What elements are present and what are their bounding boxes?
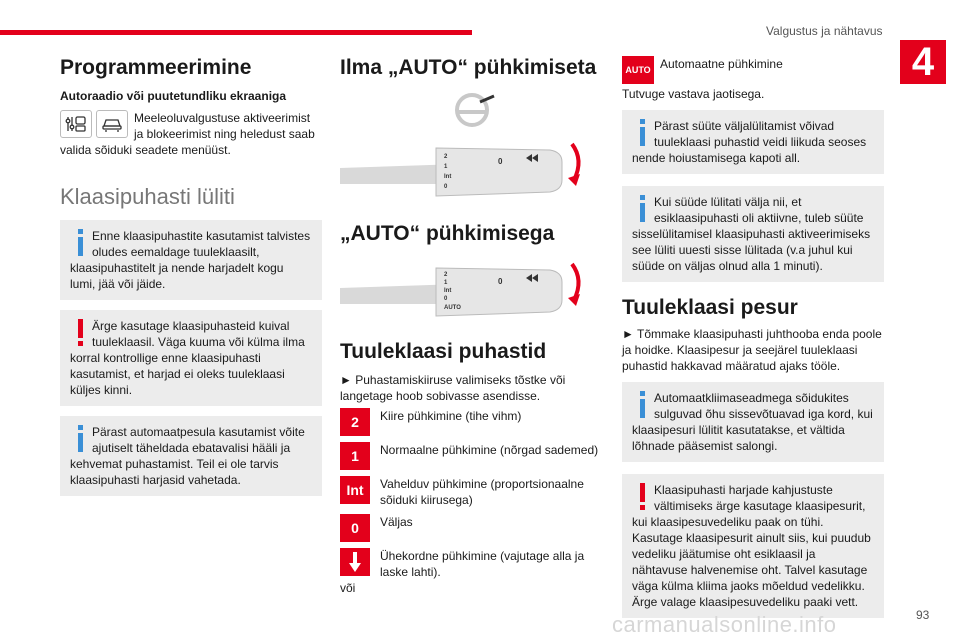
stalk-auto-pos-0: 0	[444, 296, 448, 302]
section-title: Valgustus ja nähtavus	[766, 24, 883, 38]
mode-row-normal	[340, 442, 602, 470]
info-winter-text: Enne klaasipuhastite kasutamist talvistes oludes eemaldage tuuleklaasilt, klaasipuhastitelt ja nende harjadelt kogu lumi, jää või jäide.	[70, 229, 311, 291]
info-icon	[632, 194, 654, 224]
info-air-text: Automaatkliimaseadmega sõidukites sulguvad õhu sissevõtuavad iga kord, kui klaasipesuri lülitit kasutatakse, et vältida lõhnade pääsemist salongi.	[632, 391, 873, 453]
mode-row-off	[340, 514, 602, 542]
warning-box-freeze	[622, 474, 884, 618]
wiper-stalk-auto-diagram	[340, 254, 602, 332]
heading-washer: Tuuleklaasi pesur	[622, 296, 798, 319]
wiper-stalk-diagram	[340, 134, 602, 212]
mode-row-fast	[340, 408, 602, 436]
svg-text:0: 0	[498, 277, 503, 286]
info-icon	[632, 118, 654, 148]
heading-wipers: Tuuleklaasi puhastid	[340, 340, 547, 363]
info-box-carwash	[60, 416, 322, 496]
mode-single-text: Ühekordne pühkimine (vajutage alla ja laske lahti).	[380, 549, 585, 579]
stalk-auto-pos-int: Int	[444, 288, 452, 294]
info-box-air	[622, 382, 884, 462]
badge-1: 1	[340, 442, 370, 470]
direction-arrow-icon	[572, 264, 579, 300]
heading-auto: „AUTO“ pühkimisega	[340, 222, 555, 245]
info-ignition-reset-text: Kui süüde lülitati välja nii, et esiklaasipuhasti oli aktiivne, tuleb süüte sisselülitamisel klaasipuhasti aktiveerimiseks see lüliti uuesti sisse lülitada (v.a juhul kui süüde on väljas olnud alla 1 minuti).	[632, 195, 871, 273]
auto-mode-row	[622, 56, 884, 84]
mode-int-text: Vahelduv pühkimine (proportsionaalne sõiduki kiirusega)	[380, 477, 584, 507]
vehicle-settings-icon	[60, 110, 92, 138]
heading-wiper-switch: Klaasipuhasti lüliti	[60, 184, 235, 209]
see-section: Tutvuge vastava jaotisega.	[622, 87, 765, 101]
info-icon	[632, 390, 654, 420]
warning-box-dry	[60, 310, 322, 406]
stalk-auto-pos-2: 2	[444, 272, 448, 278]
column-right	[622, 52, 884, 618]
svg-text:0: 0	[498, 157, 503, 166]
subheading-radio: Autoraadio või puutetundliku ekraaniga	[60, 89, 287, 103]
stalk-pos-2: 2	[444, 154, 448, 160]
mode-row-single	[340, 548, 602, 580]
heading-no-auto: Ilma „AUTO“ pühkimiseta	[340, 56, 597, 79]
programming-block	[60, 110, 322, 158]
info-box-ignition-off	[622, 110, 884, 174]
info-icon	[70, 228, 92, 258]
watermark: carmanualsonline.info	[612, 612, 837, 637]
or-text: või	[340, 581, 356, 595]
wipers-intro: ► Puhastamiskiiruse valimiseks tõstke või langetage hoob sobivasse asendisse.	[340, 373, 566, 403]
info-box-ignition-reset	[622, 186, 884, 282]
car-icon	[96, 110, 128, 138]
mode-off-text: Väljas	[380, 515, 413, 529]
mode-normal-text: Normaalne pühkimine (nõrgad sademed)	[380, 443, 599, 457]
stalk-pos-1: 1	[444, 164, 448, 170]
badge-0: 0	[340, 514, 370, 542]
badge-int: Int	[340, 476, 370, 504]
warning-icon	[70, 318, 92, 348]
chapter-number: 4	[900, 40, 946, 84]
badge-2: 2	[340, 408, 370, 436]
mode-fast-text: Kiire pühkimine (tihe vihm)	[380, 409, 522, 423]
programming-text: Meeleoluvalgustuse aktiveerimist ja blokeerimist ning heledust saab valida sõiduki seadete menüüst.	[60, 111, 315, 157]
info-carwash-text: Pärast automaatpesula kasutamist võite ajutiselt täheldada ebatavalisi hääli ja kehvemat puhastamist. Teil ei ole tarvis klaasipuhasti harjasid vahetada.	[70, 425, 305, 487]
settings-icons	[60, 110, 128, 138]
auto-label: Automaatne pühkimine	[660, 57, 783, 71]
warning-icon	[632, 482, 654, 512]
top-accent-bar	[0, 30, 472, 35]
stalk-pos-int: Int	[444, 174, 452, 180]
page-number: 93	[916, 608, 930, 622]
direction-arrow-icon	[572, 144, 579, 180]
stalk-auto-pos-1: 1	[444, 280, 448, 286]
column-left	[60, 52, 322, 496]
info-ignition-off-text: Pärast süüte väljalülitamist võivad tuuleklaasi puhastid veidi liikuda seoses nende hoiustamisega kapoti all.	[632, 119, 867, 165]
steering-wheel-icon	[340, 88, 602, 134]
column-middle	[340, 52, 602, 596]
washer-text: ► Tõmmake klaasipuhasti juhthooba enda poole ja hoidke. Klaasipesur ja seejärel tuuleklaasi puhastid hakkavad määratud ajaks tööle.	[622, 327, 882, 373]
heading-programming: Programmeerimine	[60, 56, 252, 79]
arrow-down-icon	[340, 548, 370, 576]
info-icon	[70, 424, 92, 454]
mode-row-int	[340, 476, 602, 508]
warning-freeze-text: Klaasipuhasti harjade kahjustuste vältimiseks ärge kasutage klaasipesurit, kui klaasipesuvedeliku paak on tühi. Kasutage klaasipesurit ainult siis, kui puudub vedeliku jäätumise oht esiklaasil ja nähtavuse halvenemise oht. Talvel kasutage väga külma kliima jaoks mõeldud vedelikku. Ärge valage klaasipesuvedeliku paaki vett.	[632, 483, 871, 609]
warning-dry-text: Ärge kasutage klaasipuhasteid kuival tuuleklaasil. Väga kuuma või külma ilma korral kontrollige enne klaasipuhasti kasutamist, et harjad ei oleks tuuleklaasi küljes kinni.	[70, 319, 305, 397]
stalk-auto-pos-auto: AUTO	[444, 305, 461, 311]
stalk-pos-0: 0	[444, 184, 448, 190]
info-box-winter	[60, 220, 322, 300]
auto-badge: AUTO	[622, 56, 654, 84]
